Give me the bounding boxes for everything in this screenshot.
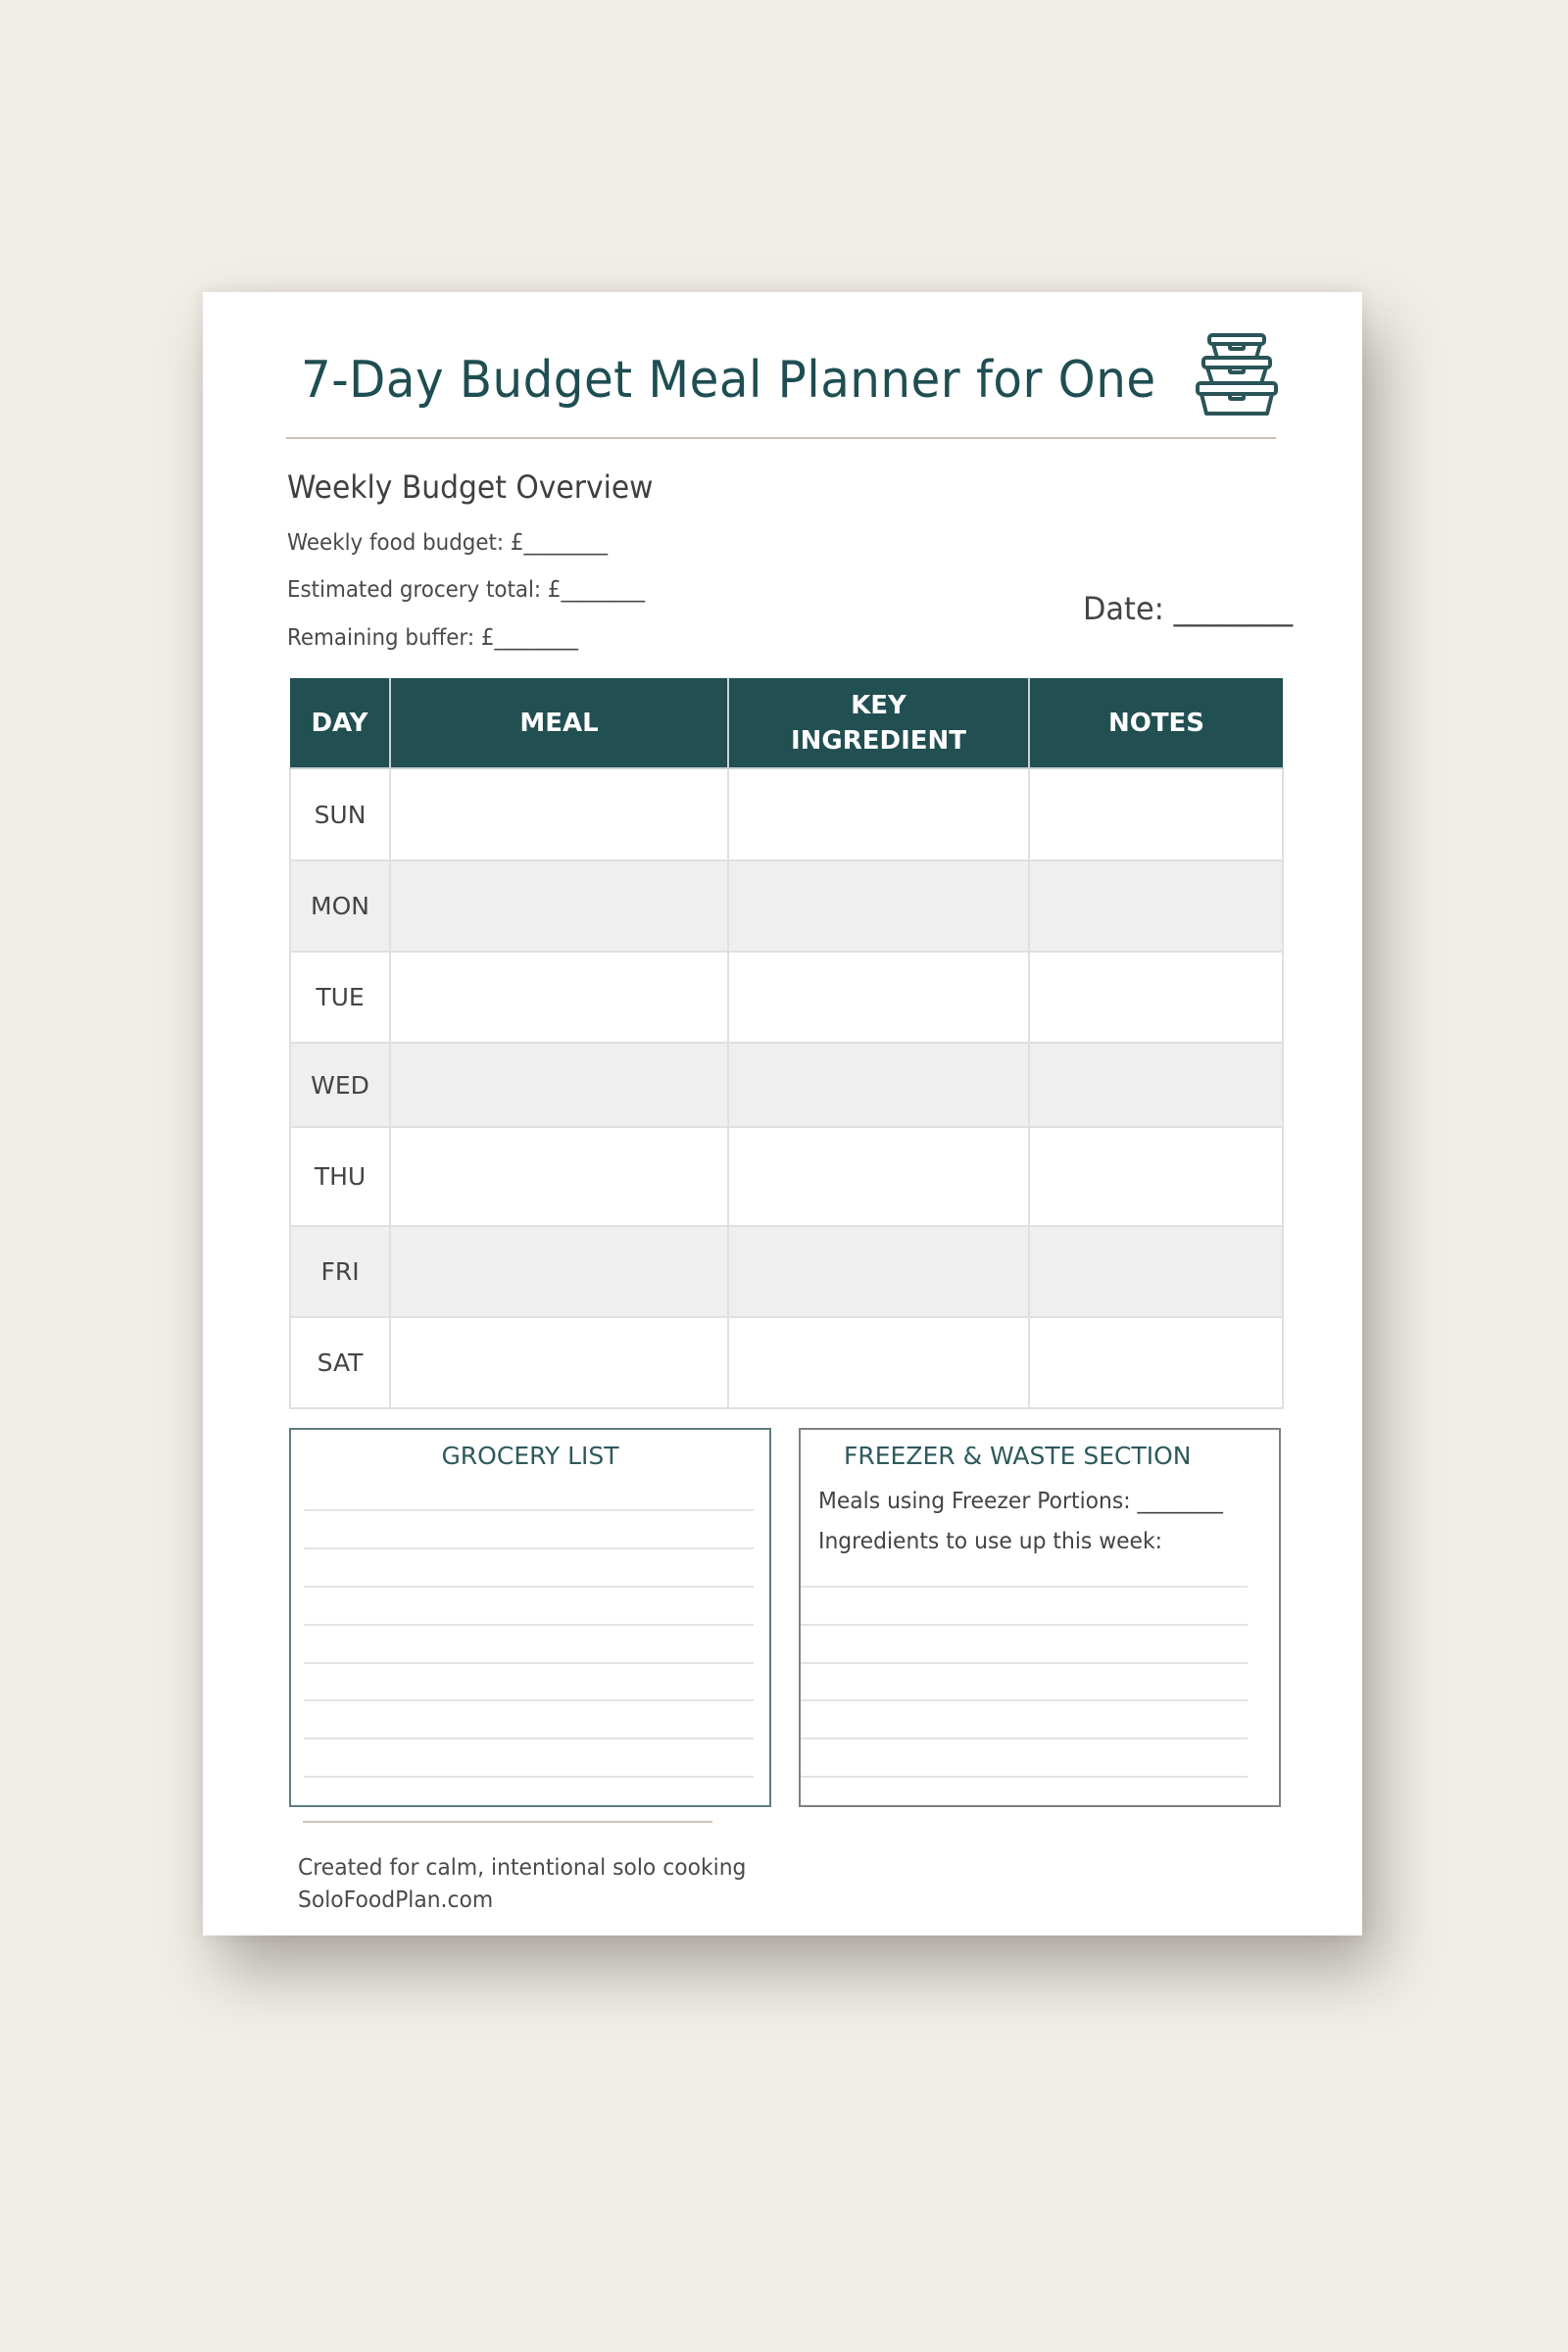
weekly-food-budget-field[interactable]: Weekly food budget: £________: [287, 530, 609, 556]
footer-website: SoloFoodPlan.com: [298, 1887, 494, 1913]
grocery-write-line[interactable]: [304, 1662, 754, 1664]
day-cell: SAT: [290, 1317, 390, 1408]
footer-divider: [303, 1821, 712, 1823]
meal-cell[interactable]: [390, 1226, 728, 1317]
table-row: [290, 952, 1283, 1043]
freezer-write-line[interactable]: [801, 1662, 1248, 1664]
planner-page: [203, 292, 1362, 1936]
meal-cell[interactable]: [390, 768, 728, 860]
footer-tagline: Created for calm, intentional solo cooking: [298, 1855, 747, 1881]
key-ingredient-cell[interactable]: [728, 1317, 1029, 1408]
meal-planner-table: [289, 678, 1284, 1409]
day-cell: SUN: [290, 768, 390, 860]
notes-cell[interactable]: [1029, 1127, 1283, 1226]
weekly-budget-overview-heading: Weekly Budget Overview: [287, 468, 654, 506]
title-divider: [286, 437, 1276, 439]
column-header-key-ingredient-line1: KEY: [851, 690, 906, 720]
meal-cell[interactable]: [390, 860, 728, 952]
meal-cell[interactable]: [390, 952, 728, 1043]
column-header-key-ingredient: [728, 678, 1029, 768]
day-cell: FRI: [290, 1226, 390, 1317]
notes-cell[interactable]: [1029, 1043, 1283, 1127]
notes-cell[interactable]: [1029, 1317, 1283, 1408]
grocery-write-line[interactable]: [304, 1738, 754, 1740]
meals-using-freezer-portions-field[interactable]: Meals using Freezer Portions: ________: [818, 1489, 1223, 1514]
key-ingredient-cell[interactable]: [728, 1127, 1029, 1226]
table-header-row: [290, 678, 1283, 768]
grocery-write-line[interactable]: [304, 1624, 754, 1626]
day-cell: WED: [290, 1043, 390, 1127]
freezer-write-line[interactable]: [801, 1624, 1248, 1626]
key-ingredient-cell[interactable]: [728, 952, 1029, 1043]
day-cell: THU: [290, 1127, 390, 1226]
freezer-waste-heading: FREEZER & WASTE SECTION: [844, 1442, 1192, 1470]
estimated-grocery-total-field[interactable]: Estimated grocery total: £________: [287, 577, 646, 603]
grocery-write-line[interactable]: [304, 1509, 754, 1511]
column-header-notes: NOTES: [1029, 678, 1283, 768]
grocery-write-line[interactable]: [304, 1776, 754, 1778]
column-header-meal: MEAL: [390, 678, 728, 768]
notes-cell[interactable]: [1029, 1226, 1283, 1317]
day-cell: MON: [290, 860, 390, 952]
table-row: [290, 1317, 1283, 1408]
meal-cell[interactable]: [390, 1043, 728, 1127]
table-row: [290, 860, 1283, 952]
column-header-key-ingredient-line2: INGREDIENT: [790, 725, 967, 756]
key-ingredient-cell[interactable]: [728, 860, 1029, 952]
date-field[interactable]: Date: ________: [1083, 590, 1294, 627]
key-ingredient-cell[interactable]: [728, 1043, 1029, 1127]
table-row: [290, 1043, 1283, 1127]
grocery-write-line[interactable]: [304, 1586, 754, 1588]
table-row: [290, 1226, 1283, 1317]
table-row: [290, 1127, 1283, 1226]
table-row: [290, 768, 1283, 860]
stacked-food-containers-icon: [1196, 331, 1278, 417]
notes-cell[interactable]: [1029, 952, 1283, 1043]
key-ingredient-cell[interactable]: [728, 1226, 1029, 1317]
day-cell: TUE: [290, 952, 390, 1043]
grocery-write-line[interactable]: [304, 1547, 754, 1549]
remaining-buffer-field[interactable]: Remaining buffer: £________: [287, 625, 579, 651]
freezer-write-line[interactable]: [801, 1586, 1248, 1588]
notes-cell[interactable]: [1029, 860, 1283, 952]
key-ingredient-cell[interactable]: [728, 768, 1029, 860]
freezer-write-line[interactable]: [801, 1699, 1248, 1701]
freezer-waste-box: [799, 1428, 1281, 1807]
meal-cell[interactable]: [390, 1127, 728, 1226]
freezer-write-line[interactable]: [801, 1776, 1248, 1778]
column-header-day: DAY: [290, 678, 390, 768]
meal-cell[interactable]: [390, 1317, 728, 1408]
page-title: 7-Day Budget Meal Planner for One: [301, 351, 1156, 410]
notes-cell[interactable]: [1029, 768, 1283, 860]
grocery-list-heading: GROCERY LIST: [441, 1442, 619, 1470]
freezer-write-line[interactable]: [801, 1738, 1248, 1740]
ingredients-to-use-up-label: Ingredients to use up this week:: [818, 1529, 1162, 1554]
grocery-list-box: [289, 1428, 771, 1807]
grocery-write-line[interactable]: [304, 1699, 754, 1701]
